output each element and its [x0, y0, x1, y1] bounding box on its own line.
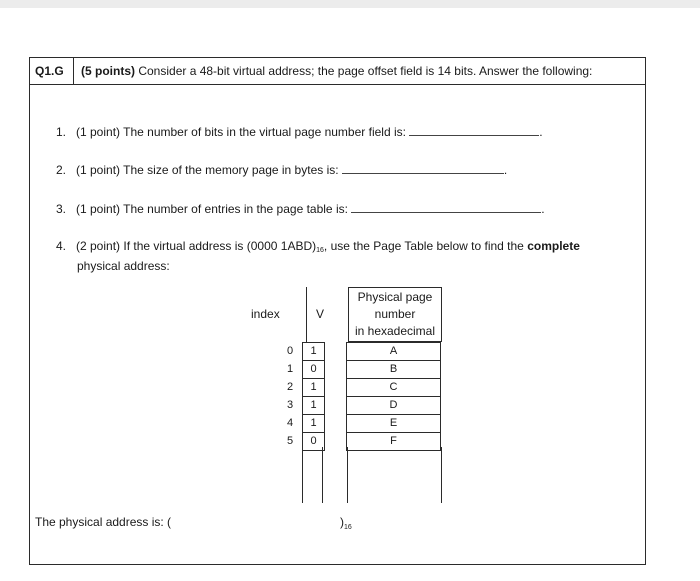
item-4: 4. (2 point) If the virtual address is (0000 $1ABD)_{16}$, use the Page Table below to find the complete: [56, 239, 580, 254]
question-id: Q1.G: [30, 58, 74, 84]
index-column-header: index: [251, 307, 280, 321]
question-header: [30, 58, 645, 85]
physical-page-column-header: Physical page number in hexadecimal: [348, 287, 442, 342]
table-row: 5 0 F: [278, 433, 441, 451]
final-answer-label: The physical address is: (: [35, 515, 172, 529]
table-row: 3 1 D: [278, 397, 441, 415]
question-points: (5 points): [81, 64, 135, 78]
item-4-line-2: physical address:: [77, 259, 170, 273]
top-gray-strip: [0, 0, 700, 8]
table-row: 2 1 C: [278, 379, 441, 397]
item-1: 1. (1 point) The number of bits in the virtual page number field is: .: [56, 125, 543, 139]
question-box: [29, 57, 646, 565]
table-row: 1 0 B: [278, 361, 441, 379]
question-prompt: [81, 58, 592, 84]
answer-blank-3[interactable]: [351, 201, 541, 213]
answer-blank-2[interactable]: [342, 162, 504, 174]
table-row: 0 1 A: [278, 343, 441, 361]
v-column-extension: [302, 447, 323, 503]
answer-blank-1[interactable]: [409, 124, 539, 136]
final-answer-close: )$_{16}$: [340, 515, 352, 531]
question-prompt-text: Consider a 48-bit virtual address; the page offset field is 14 bits. Answer the following:: [138, 64, 593, 78]
page-table: [278, 342, 441, 451]
table-row: 4 1 E: [278, 415, 441, 433]
v-column-header-cell: [306, 287, 348, 342]
item-2: 2. (1 point) The size of the memory page in bytes is: .: [56, 163, 508, 177]
v-column-header: V: [316, 307, 325, 321]
ppn-column-extension: [347, 447, 442, 503]
item-3: 3. (1 point) The number of entries in the page table is: .: [56, 202, 545, 216]
